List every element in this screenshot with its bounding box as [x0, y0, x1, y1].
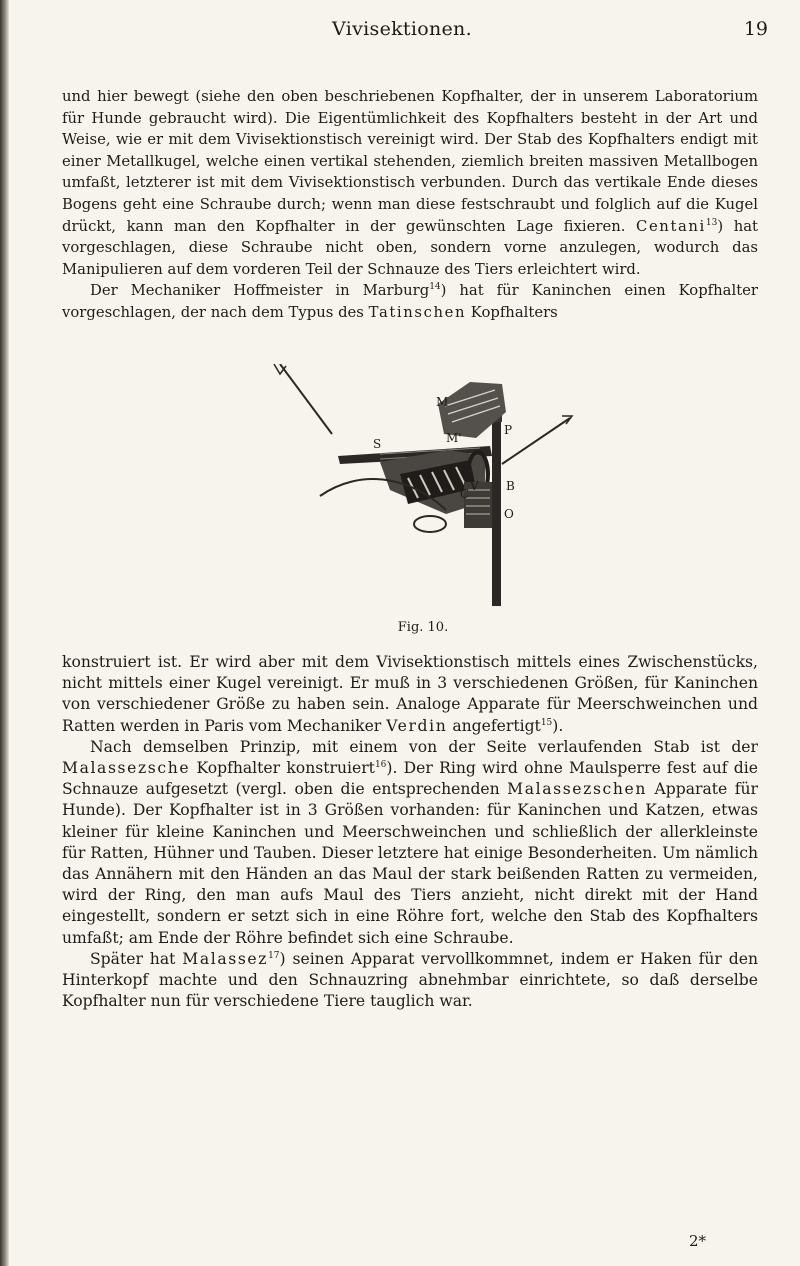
sheet-signature: 2*: [688, 1232, 706, 1250]
paragraph-zwischenstueck: konstruiert ist. Er wird aber mit dem Vivisektionstisch mittels eines Zwischenstücks, nicht mittels einer Kugel vereinigt. Er muß in 3 verschiedenen Größen, für Kaninchen von verschiedener Größe zu haben sein. Analoge Apparate für Meerschweinchen und Ratten werden in Paris vom Mechaniker Verdin angefertigt$^{15}$).: [62, 653, 758, 735]
figure-caption: Fig. 10.: [397, 620, 449, 635]
footnote-ref: 14: [429, 282, 441, 293]
name-centani: Centani: [636, 217, 706, 235]
footnote-ref: 15: [540, 717, 553, 728]
footnote-ref: 16: [374, 759, 387, 770]
lower-ring: [414, 516, 446, 532]
right-lever: [502, 418, 570, 464]
label-m-prime: M': [446, 431, 462, 445]
paragraph-kopfhalter-description: und hier bewegt (siehe den oben beschriebenen Kopfhalter, der in unserem Laboratorium für Hunde gebraucht wird). Die Eigentümlichkeit des Kopfhalters besteht in der Art und Weise, wie er mit dem Vivisektionstisch vereinigt wird. Der Stab des Kopfhalters endigt mit einer Metallkugel, welche einen vertikal stehenden, ziemlich breiten massiven Metallbogen umfaßt, letzterer ist mit dem Vivisektionstisch verbunden. Durch das vertikale Ende dieses Bogens geht eine Schraube durch; wenn man diese festschraubt und folglich auf die Kugel drückt, kann man den Kopfhalter in der gewünschten Lage fixieren. Centani$^{13}$) hat vorgeschlagen, diese Schraube nicht oben, sondern vorne anzulegen, wodurch das Manipulieren auf dem vorderen Teil der Schnauze des Tiers erleichtert wird.: [62, 88, 758, 278]
name-malassezschen: Malassezschen: [507, 780, 648, 799]
name-malassezsche: Malassezsche: [62, 759, 191, 778]
label-c: C: [460, 487, 470, 501]
book-spine-shadow: [0, 0, 9, 1266]
name-verdin: Verdin: [386, 716, 448, 735]
kopfhalter-illustration: [240, 364, 606, 614]
text-block-top: [62, 86, 758, 324]
page-number: 19: [743, 18, 768, 40]
name-tatinschen: Tatinschen: [368, 303, 467, 321]
footnote-ref: 13: [705, 217, 718, 228]
paragraph-malassez-improvement: Später hat Malassez$^{17}$) seinen Apparat vervollkommnet, indem er Haken für den Hinterkopf machte und den Schnauzring abnehmbar einrichtete, so daß derselbe Kopfhalter nun für verschiedene Tiere tauglich war.: [62, 949, 758, 1011]
label-m: M: [436, 395, 449, 409]
label-b: B: [506, 479, 515, 493]
figure-10: [240, 364, 606, 635]
label-s: S: [373, 437, 382, 451]
footnote-ref: 17: [268, 950, 280, 961]
left-lever: [280, 364, 332, 434]
vertical-bar: [492, 414, 501, 606]
paragraph-hoffmeister: Der Mechaniker Hoffmeister in Marburg$^{14}$) hat für Kaninchen einen Kopfhalter vorgeschlagen, der nach dem Typus des Tatinschen Kopfhalters: [62, 282, 759, 321]
label-o: O: [504, 507, 514, 521]
book-page: [32, 0, 772, 1266]
label-v: V: [470, 479, 479, 493]
running-head: [32, 14, 772, 48]
running-title: Vivisektionen.: [332, 18, 472, 40]
paragraph-malassez-kopfhalter: Nach demselben Prinzip, mit einem von der Seite verlaufenden Stab ist der Malassezsche Kopfhalter konstruiert$^{16}$). Der Ring wird ohne Maulsperre fest auf die Schnauze aufgesetzt (vergl. oben die entsprechenden Malassezschen Apparate für Hunde). Der Kopfhalter ist in 3 Größen vorhanden: für Kaninchen und Katzen, etwas kleiner für kleine Kaninchen und Meerschweinchen und schließlich der allerkleinste für Ratten, Hühner und Tauben. Dieser letztere hat einige Besonderheiten. Um nämlich das Annähern mit den Händen an das Maul der stark beißenden Ratten zu vermeiden, wird der Ring, den man aufs Maul des Tiers anzieht, nicht direkt mit der Hand eingestellt, sondern er setzt sich in eine Röhre fort, welche den Stab des Kopfhalters umfaßt; am Ende der Röhre befindet sich eine Schraube.: [62, 737, 758, 947]
label-p: P: [504, 423, 513, 437]
text-block-bottom: [62, 652, 758, 1012]
name-malassez: Malassez: [182, 949, 269, 968]
